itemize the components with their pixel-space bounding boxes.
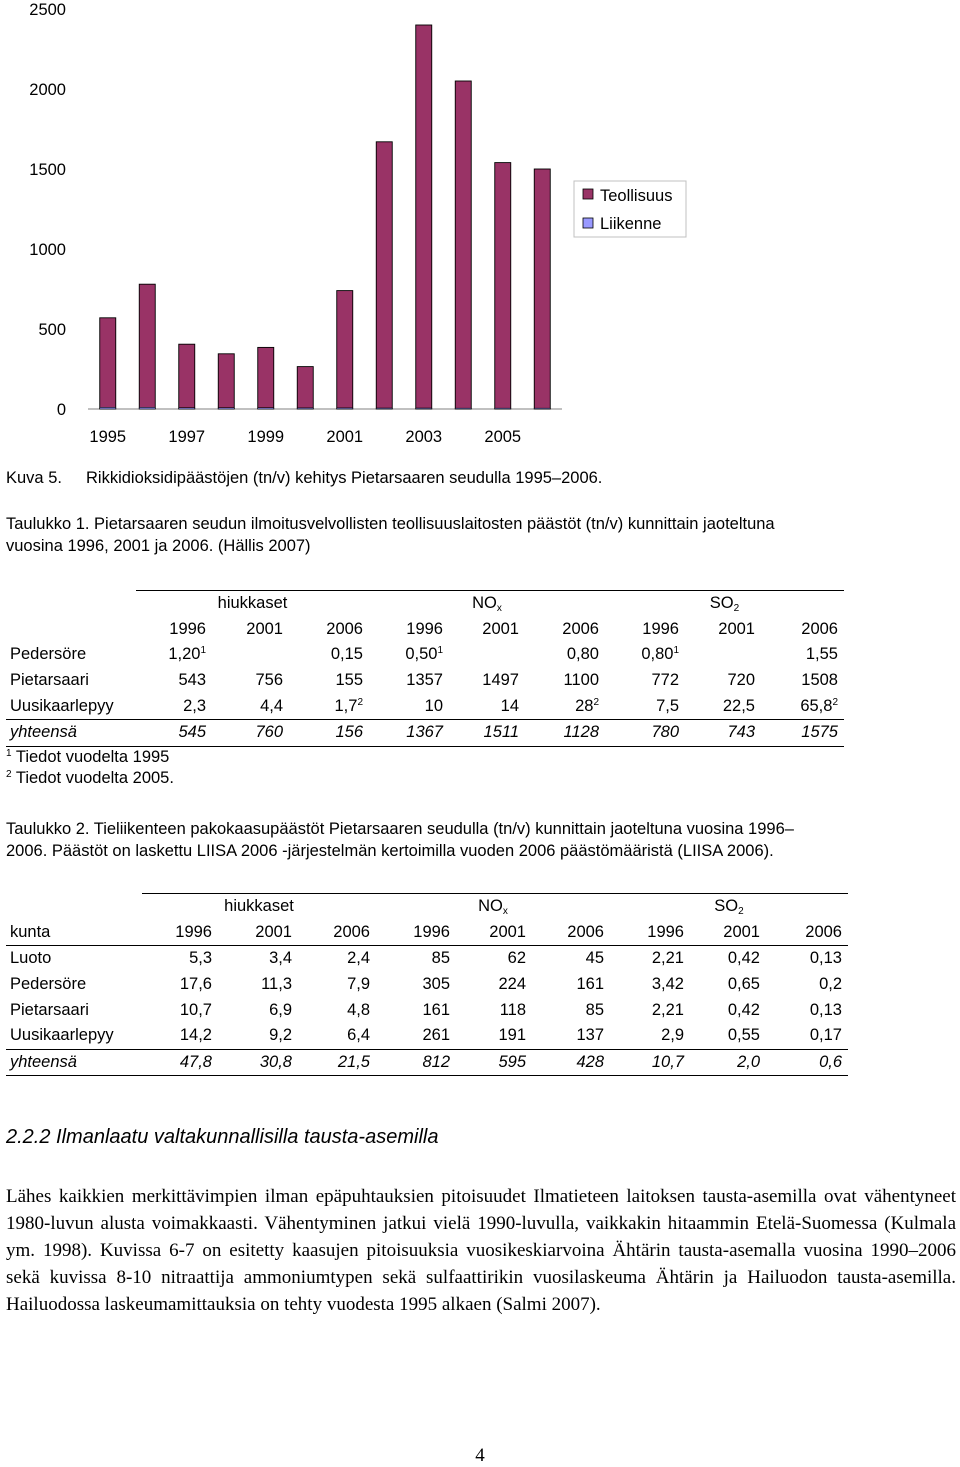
x-tick-label: 1999 — [247, 428, 285, 446]
table2-total-row: yhteensä 47,8 30,8 21,5 812 595 428 10,7 2,0 0,6 — [6, 1049, 848, 1076]
bar-teollisuus-2001 — [337, 291, 353, 409]
table1-caption-line2: vuosina 1996, 2001 ja 2006. (Hällis 2007) — [6, 537, 311, 555]
table-row: Pedersöre 17,6 11,3 7,9 305 224 161 3,42 0,65 0,2 — [10, 975, 842, 994]
table1-caption-line1: Taulukko 1. Pietarsaaren seudun ilmoitusvelvollisten teollisuuslaitosten päästöt (tn/v) kunnittain jaoteltuna — [6, 515, 775, 533]
legend-swatch-liikenne — [583, 218, 593, 228]
bar-liikenne-2001 — [337, 408, 353, 409]
legend-label-liikenne: Liikenne — [600, 215, 662, 233]
bar-liikenne-2005 — [495, 408, 511, 409]
footnote: $^1$ Tiedot vuodelta 1995 — [6, 747, 170, 766]
table1-group-so2: $SO_2$ — [605, 591, 844, 617]
bar-liikenne-2000 — [297, 408, 313, 409]
page-number: 4 — [475, 1445, 485, 1466]
bar-liikenne-2002 — [376, 408, 392, 409]
x-tick-label: 1997 — [168, 428, 206, 446]
table2-group-nox: $NO_x$ — [376, 894, 610, 920]
y-tick-label: 2500 — [29, 1, 66, 19]
footnote: $^2$ Tiedot vuodelta 2005. — [6, 768, 174, 787]
bar-teollisuus-2005 — [495, 163, 511, 409]
y-tick-label: 1000 — [29, 241, 66, 259]
table1 — [6, 590, 844, 789]
bar-teollisuus-2003 — [416, 25, 432, 409]
y-tick-label: 500 — [38, 321, 66, 339]
table2 — [6, 893, 848, 1076]
bar-teollisuus-2006 — [534, 169, 550, 409]
bar-liikenne-1995 — [100, 407, 116, 409]
legend — [574, 181, 686, 237]
table-row: Pietarsaari 10,7 6,9 4,8 161 118 85 2,21 0,42 0,13 — [10, 1000, 842, 1019]
table2-caption — [6, 818, 794, 862]
table1-group-header — [6, 591, 844, 617]
figure-caption-label: Kuva 5. — [6, 469, 62, 487]
x-tick-label: 2001 — [326, 428, 364, 446]
table2-group-so2: $SO_2$ — [610, 894, 848, 920]
bar-teollisuus-2002 — [376, 142, 392, 409]
table-row: Uusikaarlepyy 14,2 9,2 6,4 261 191 137 2,9 0,55 0,17 — [10, 1026, 842, 1045]
y-tick-label: 0 — [56, 401, 66, 419]
bar-liikenne-1998 — [218, 408, 234, 409]
so2-emissions-chart — [0, 0, 960, 460]
legend-swatch-teollisuus — [583, 189, 593, 199]
bar-liikenne-1996 — [139, 407, 155, 409]
bar-teollisuus-1998 — [218, 354, 234, 409]
table2-group-header — [6, 894, 848, 920]
table-row: Pedersöre 1,20$^1$ 0,15 0,50$^1$ 0,80 0,80$^1$ 1,55 — [10, 645, 838, 664]
x-tick-label: 1995 — [89, 428, 127, 446]
bar-teollisuus-1996 — [139, 284, 155, 409]
figure-caption — [6, 469, 602, 488]
figure-caption-text: Rikkidioksidipäästöjen (tn/v) kehitys Pietarsaaren seudulla 1995–2006. — [86, 469, 603, 487]
y-tick-label: 2000 — [29, 81, 66, 99]
body-paragraph: Lähes kaikkien merkittävimpien ilman epäpuhtauksien pitoisuudet Ilmatieteen laitoksen tausta-asemilla ovat vähentyneet 1980-luvun alusta voimakkaasti. Vähentyminen jatkui vielä 1990-luvulla, vaikkakin hitaammin Etelä-Suomessa (Kulmala ym. 1998). Kuvissa 6-7 on esitetty kaasujen pitoisuuksia vuosikeskiarvoina Ähtärin tausta-asemalla vuosina 1990–2006 sekä kuvissa 8-10 nitraattija ammoniumtypen sekä sulfaattirikin vuosilaskeuma Ähtärin ja Hailuodon tausta-asemilla. Hailuodossa laskeumamittauksia on tehty vuodesta 1995 alkaen (Salmi 2007). — [6, 1186, 956, 1315]
bar-liikenne-2004 — [455, 408, 471, 409]
bar-liikenne-2006 — [534, 408, 550, 409]
bar-teollisuus-1995 — [100, 318, 116, 409]
table2-year-header: kunta 1996 2001 2006 1996 2001 2006 1996 2001 2006 — [10, 922, 842, 941]
y-tick-label: 1500 — [29, 161, 66, 179]
table-row: Pietarsaari 543 756 155 1357 1497 1100 772 720 1508 — [10, 671, 838, 690]
table1-group-nox: $NO_x$ — [369, 591, 605, 617]
bar-teollisuus-1999 — [258, 347, 274, 409]
table1-year-header: 1996 2001 2006 1996 2001 2006 1996 2001 2006 — [169, 619, 838, 638]
bar-teollisuus-1997 — [179, 344, 195, 409]
legend-label-teollisuus: Teollisuus — [600, 187, 673, 205]
bar-liikenne-2003 — [416, 408, 432, 409]
table1-total-row: yhteensä 545 760 156 1367 1511 1128 780 743 1575 — [6, 719, 844, 746]
table-row: Luoto 5,3 3,4 2,4 85 62 45 2,21 0,42 0,13 — [6, 946, 848, 972]
table2-caption-line1: Taulukko 2. Tieliikenteen pakokaasupäästöt Pietarsaaren seudulla (tn/v) kunnittain jaoteltuna vuosina 1996– — [6, 820, 794, 838]
bar-teollisuus-2004 — [455, 81, 471, 409]
x-tick-label: 2005 — [484, 428, 522, 446]
table2-group-pm: hiukkaset — [142, 894, 376, 920]
table1-group-pm: hiukkaset — [136, 591, 369, 617]
table1-caption — [6, 513, 775, 557]
section-heading: 2.2.2 Ilmanlaatu valtakunnallisilla tausta-asemilla — [6, 1126, 439, 1148]
bar-teollisuus-2000 — [297, 367, 313, 409]
x-tick-label: 2003 — [405, 428, 443, 446]
table1-footnotes — [6, 747, 844, 789]
table-row: Uusikaarlepyy 2,3 4,4 $1,7^2$ 10 14 $28^2$ 7,5 22,5 65,8$^2$ — [10, 696, 838, 715]
table2-caption-line2: 2006. Päästöt on laskettu LIISA 2006 -järjestelmän kertoimilla vuoden 2006 päästömääristä (LIISA 2006). — [6, 842, 774, 860]
bar-liikenne-1997 — [179, 408, 195, 409]
bar-liikenne-1999 — [258, 408, 274, 409]
